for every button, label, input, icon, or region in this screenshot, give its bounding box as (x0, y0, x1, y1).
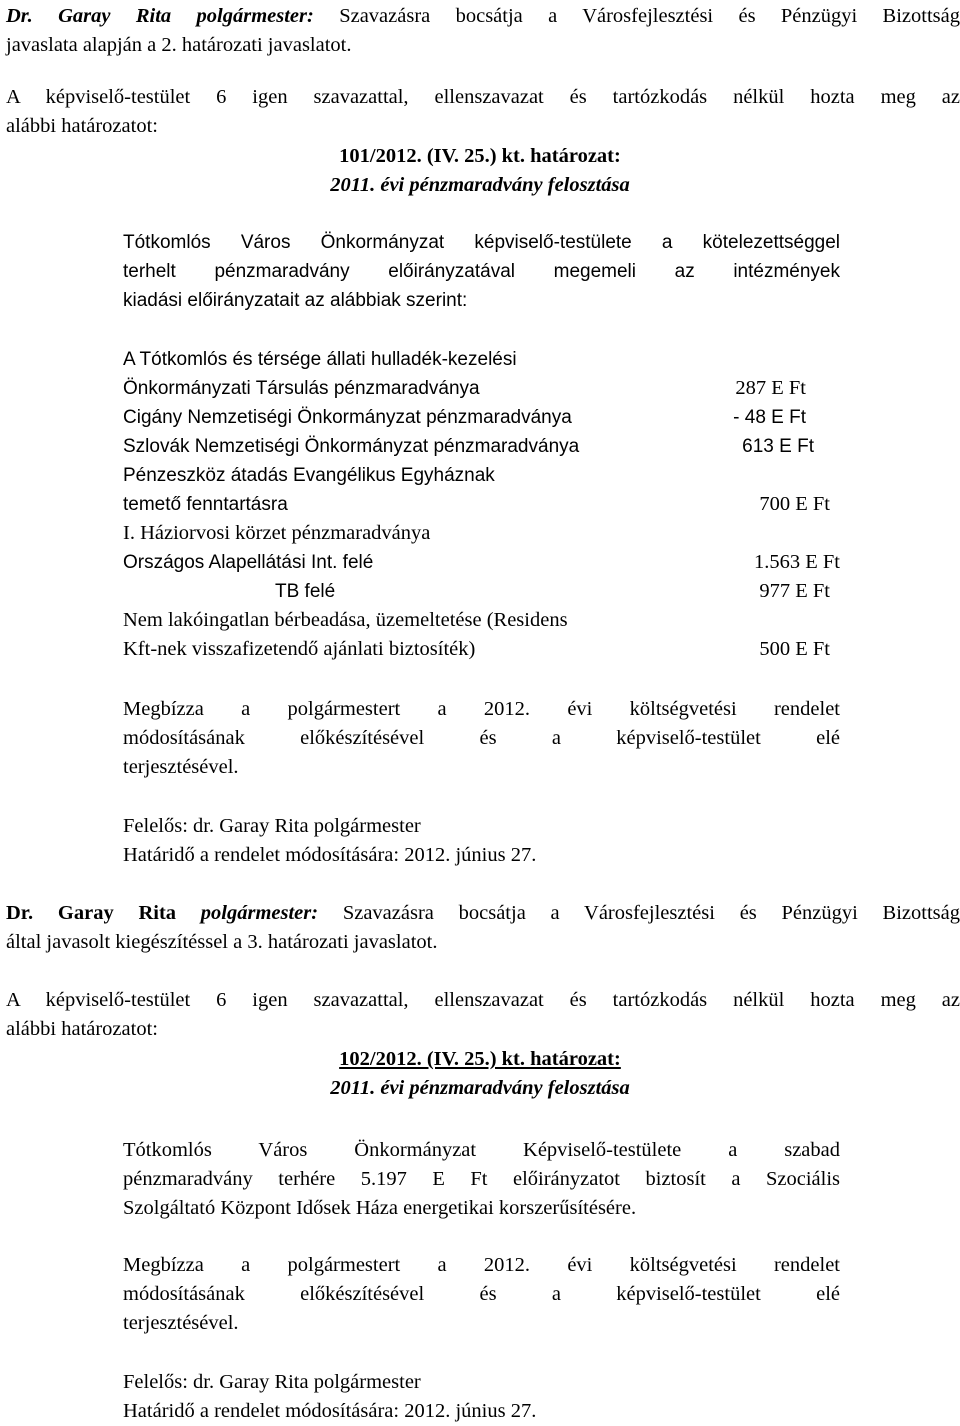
allocation-label: Pénzeszköz átadás Evangélikus Egyháznak (123, 465, 495, 486)
allocation-label: Kft-nek visszafizetendő ajánlati biztosíték) (123, 638, 476, 660)
mandate-paragraph-2 (123, 1251, 840, 1338)
body-line: Tótkomlós Város Önkormányzat Képviselő-testülete a szabad (123, 1139, 840, 1161)
resolution-number: 102/2012. (IV. 25.) kt. határozat: (339, 1048, 621, 1070)
allocation-label: Cigány Nemzetiségi Önkormányzat pénzmaradványa (123, 407, 572, 428)
mandate-line: módosításának előkészítésével és a képviselő-testület elé (123, 727, 840, 749)
body-line: pénzmaradvány terhére 5.197 E Ft előirányzatot biztosít a Szociális (123, 1168, 840, 1190)
mandate-line: terjesztésével. (123, 1312, 239, 1334)
allocation-row (123, 345, 840, 374)
vote-result-line: alábbi határozatot: (6, 115, 158, 137)
allocation-amount: - 48 E Ft (733, 407, 806, 428)
allocation-row (123, 432, 840, 461)
vote-call-text: Szavazásra bocsátja a Városfejlesztési és Pénzügyi Bizottság (318, 902, 960, 924)
resolution-number: 101/2012. (IV. 25.) kt. határozat: (339, 145, 621, 167)
vote-call-line: által javasolt kiegészítéssel a 3. határozati javaslatot. (6, 931, 438, 953)
allocation-label: A Tótkomlós és térsége állati hulladék-kezelési (123, 349, 517, 370)
vote-call-line: javaslata alapján a 2. határozati javaslatot. (6, 34, 352, 56)
responsible-person: Felelős: dr. Garay Rita polgármester (123, 1371, 421, 1393)
resolution-body-2 (123, 1136, 840, 1223)
allocation-amount: 1.563 E Ft (754, 551, 840, 573)
allocation-label: Szlovák Nemzetiségi Önkormányzat pénzmaradványa (123, 436, 580, 457)
vote-result-paragraph-2 (6, 986, 960, 1044)
allocation-label: Nem lakóingatlan bérbeadása, üzemeltetése (Residens (123, 609, 568, 631)
allocation-row (123, 490, 840, 519)
speaker-title: polgármester: (200, 902, 319, 924)
body-line: Tótkomlós Város Önkormányzat képviselő-testülete a kötelezettséggel (123, 232, 840, 253)
resolution-heading-2 (0, 1045, 960, 1103)
body-line: Szolgáltató Központ Idősek Háza energetikai korszerűsítésére. (123, 1197, 637, 1219)
deadline: Határidő a rendelet módosítására: 2012. június 27. (123, 844, 537, 866)
allocation-label: Országos Alapellátási Int. felé (123, 552, 374, 573)
resolution-body-1 (123, 228, 840, 315)
allocation-row (123, 461, 840, 490)
vote-call-line (6, 899, 960, 928)
vote-call-text: Szavazásra bocsátja a Városfejlesztési és Pénzügyi Bizottság (313, 5, 960, 27)
speaker-name: Dr. Garay Rita polgármester: (6, 5, 314, 27)
allocation-label: TB felé (275, 581, 336, 602)
allocation-amount: 700 E Ft (759, 493, 830, 515)
mandate-line: módosításának előkészítésével és a képviselő-testület elé (123, 1283, 840, 1305)
responsibility-block-2 (123, 1368, 840, 1426)
mandate-line: terjesztésével. (123, 756, 239, 778)
allocation-label: I. Háziorvosi körzet pénzmaradványa (123, 522, 431, 544)
allocation-label: Önkormányzati Társulás pénzmaradványa (123, 378, 480, 399)
allocation-amount: 500 E Ft (759, 638, 830, 660)
vote-call-paragraph-2 (6, 899, 960, 957)
responsibility-block-1 (123, 812, 840, 870)
allocation-row (123, 374, 840, 403)
mandate-line: Megbízza a polgármestert a 2012. évi költségvetési rendelet (123, 698, 840, 720)
allocation-row (123, 548, 840, 577)
vote-result-line: A képviselő-testület 6 igen szavazattal, ellenszavazat és tartózkodás nélkül hozta meg az (6, 989, 960, 1011)
allocation-amount: 613 E Ft (742, 436, 814, 457)
allocation-row (123, 519, 840, 548)
body-line: terhelt pénzmaradvány előirányzatával megemeli az intézmények (123, 261, 840, 282)
allocation-row (123, 635, 840, 664)
deadline: Határidő a rendelet módosítására: 2012. június 27. (123, 1400, 537, 1422)
resolution-heading-1 (0, 142, 960, 200)
allocation-label: temető fenntartásra (123, 494, 288, 515)
resolution-title: 2011. évi pénzmaradvány felosztása (330, 1077, 630, 1099)
allocation-row (123, 577, 840, 606)
resolution-title: 2011. évi pénzmaradvány felosztása (330, 174, 630, 196)
vote-result-paragraph-1 (6, 83, 960, 141)
allocation-row (123, 606, 840, 635)
responsible-person: Felelős: dr. Garay Rita polgármester (123, 815, 421, 837)
speaker-name: Garay Rita (33, 902, 201, 924)
speaker-prefix: Dr. (6, 902, 34, 924)
vote-call-paragraph-1 (6, 2, 960, 60)
allocation-amount: 977 E Ft (759, 580, 830, 602)
mandate-line: Megbízza a polgármestert a 2012. évi költségvetési rendelet (123, 1254, 840, 1276)
allocation-amount: 287 E Ft (735, 377, 806, 399)
allocation-row (123, 403, 840, 432)
vote-result-line: alábbi határozatot: (6, 1018, 158, 1040)
vote-call-line (6, 2, 960, 31)
mandate-paragraph-1 (123, 695, 840, 782)
body-line: kiadási előirányzatait az alábbiak szerint: (123, 290, 468, 311)
vote-result-line: A képviselő-testület 6 igen szavazattal, ellenszavazat és tartózkodás nélkül hozta meg az (6, 86, 960, 108)
